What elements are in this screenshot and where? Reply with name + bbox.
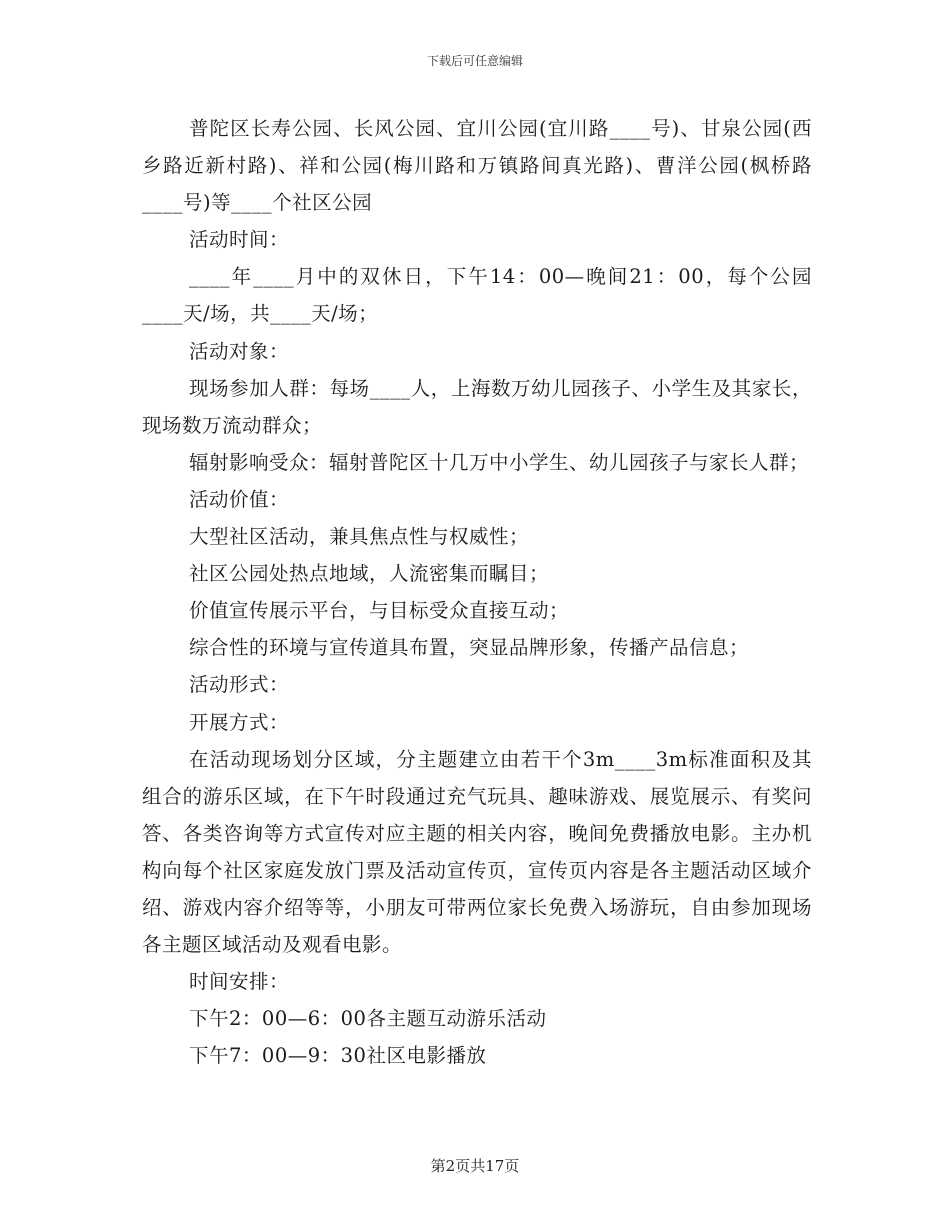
value-item-2: 社区公园处热点地域，人流密集而瞩目； bbox=[189, 562, 550, 586]
schedule-item-evening: 下午7：00—9：30社区电影播放 bbox=[189, 1044, 487, 1068]
document-body bbox=[142, 110, 812, 1074]
heading-activity-audience: 活动对象： bbox=[189, 339, 290, 363]
paragraph-method: 在活动现场划分区域，分主题建立由若干个3m____3m标准面积及其组合的游乐区域，在下午时段通过充气玩具、趣味游戏、展览展示、有奖问答、各类咨询等方式宣传对应主题的相关内容，晚间免费播放电影。主办机构向每个社区家庭发放门票及活动宣传页，宣传页内容是各主题活动区域介绍、游戏内容介绍等等，小朋友可带两位家长免费入场游玩，自由参加现场各主题区域活动及观看电影。 bbox=[142, 747, 812, 957]
page-header: 下载后可任意编辑 bbox=[426, 54, 523, 68]
paragraph-radiation-audience: 辐射影响受众：辐射普陀区十几万中小学生、幼儿园孩子与家长人群； bbox=[189, 450, 810, 474]
heading-activity-value: 活动价值： bbox=[189, 487, 290, 511]
heading-method: 开展方式： bbox=[189, 710, 290, 734]
heading-activity-form: 活动形式： bbox=[189, 673, 290, 697]
value-item-4: 综合性的环境与宣传道具布置，突显品牌形象，传播产品信息； bbox=[189, 636, 750, 660]
value-item-3: 价值宣传展示平台，与目标受众直接互动； bbox=[189, 599, 570, 623]
heading-activity-time: 活动时间： bbox=[189, 228, 290, 252]
paragraph-onsite-audience: 现场参加人群：每场____人，上海数万幼儿园孩子、小学生及其家长，现场数万流动群众； bbox=[142, 376, 812, 437]
heading-schedule: 时间安排： bbox=[189, 970, 290, 994]
schedule-item-afternoon: 下午2：00—6：00各主题互动游乐活动 bbox=[189, 1007, 547, 1031]
paragraph-parks: 普陀区长寿公园、长风公园、宜川公园(宜川路____号)、甘泉公园(西乡路近新村路)、祥和公园(梅川路和万镇路间真光路)、曹洋公园(枫桥路____号)等____个社区公园 bbox=[142, 117, 812, 215]
paragraph-activity-time: ____年____月中的双休日，下午14：00—晚间21：00，每个公园____天/场，共____天/场； bbox=[142, 265, 812, 326]
page-footer: 第2页共17页 bbox=[430, 1157, 520, 1175]
value-item-1: 大型社区活动，兼具焦点性与权威性； bbox=[189, 525, 530, 549]
